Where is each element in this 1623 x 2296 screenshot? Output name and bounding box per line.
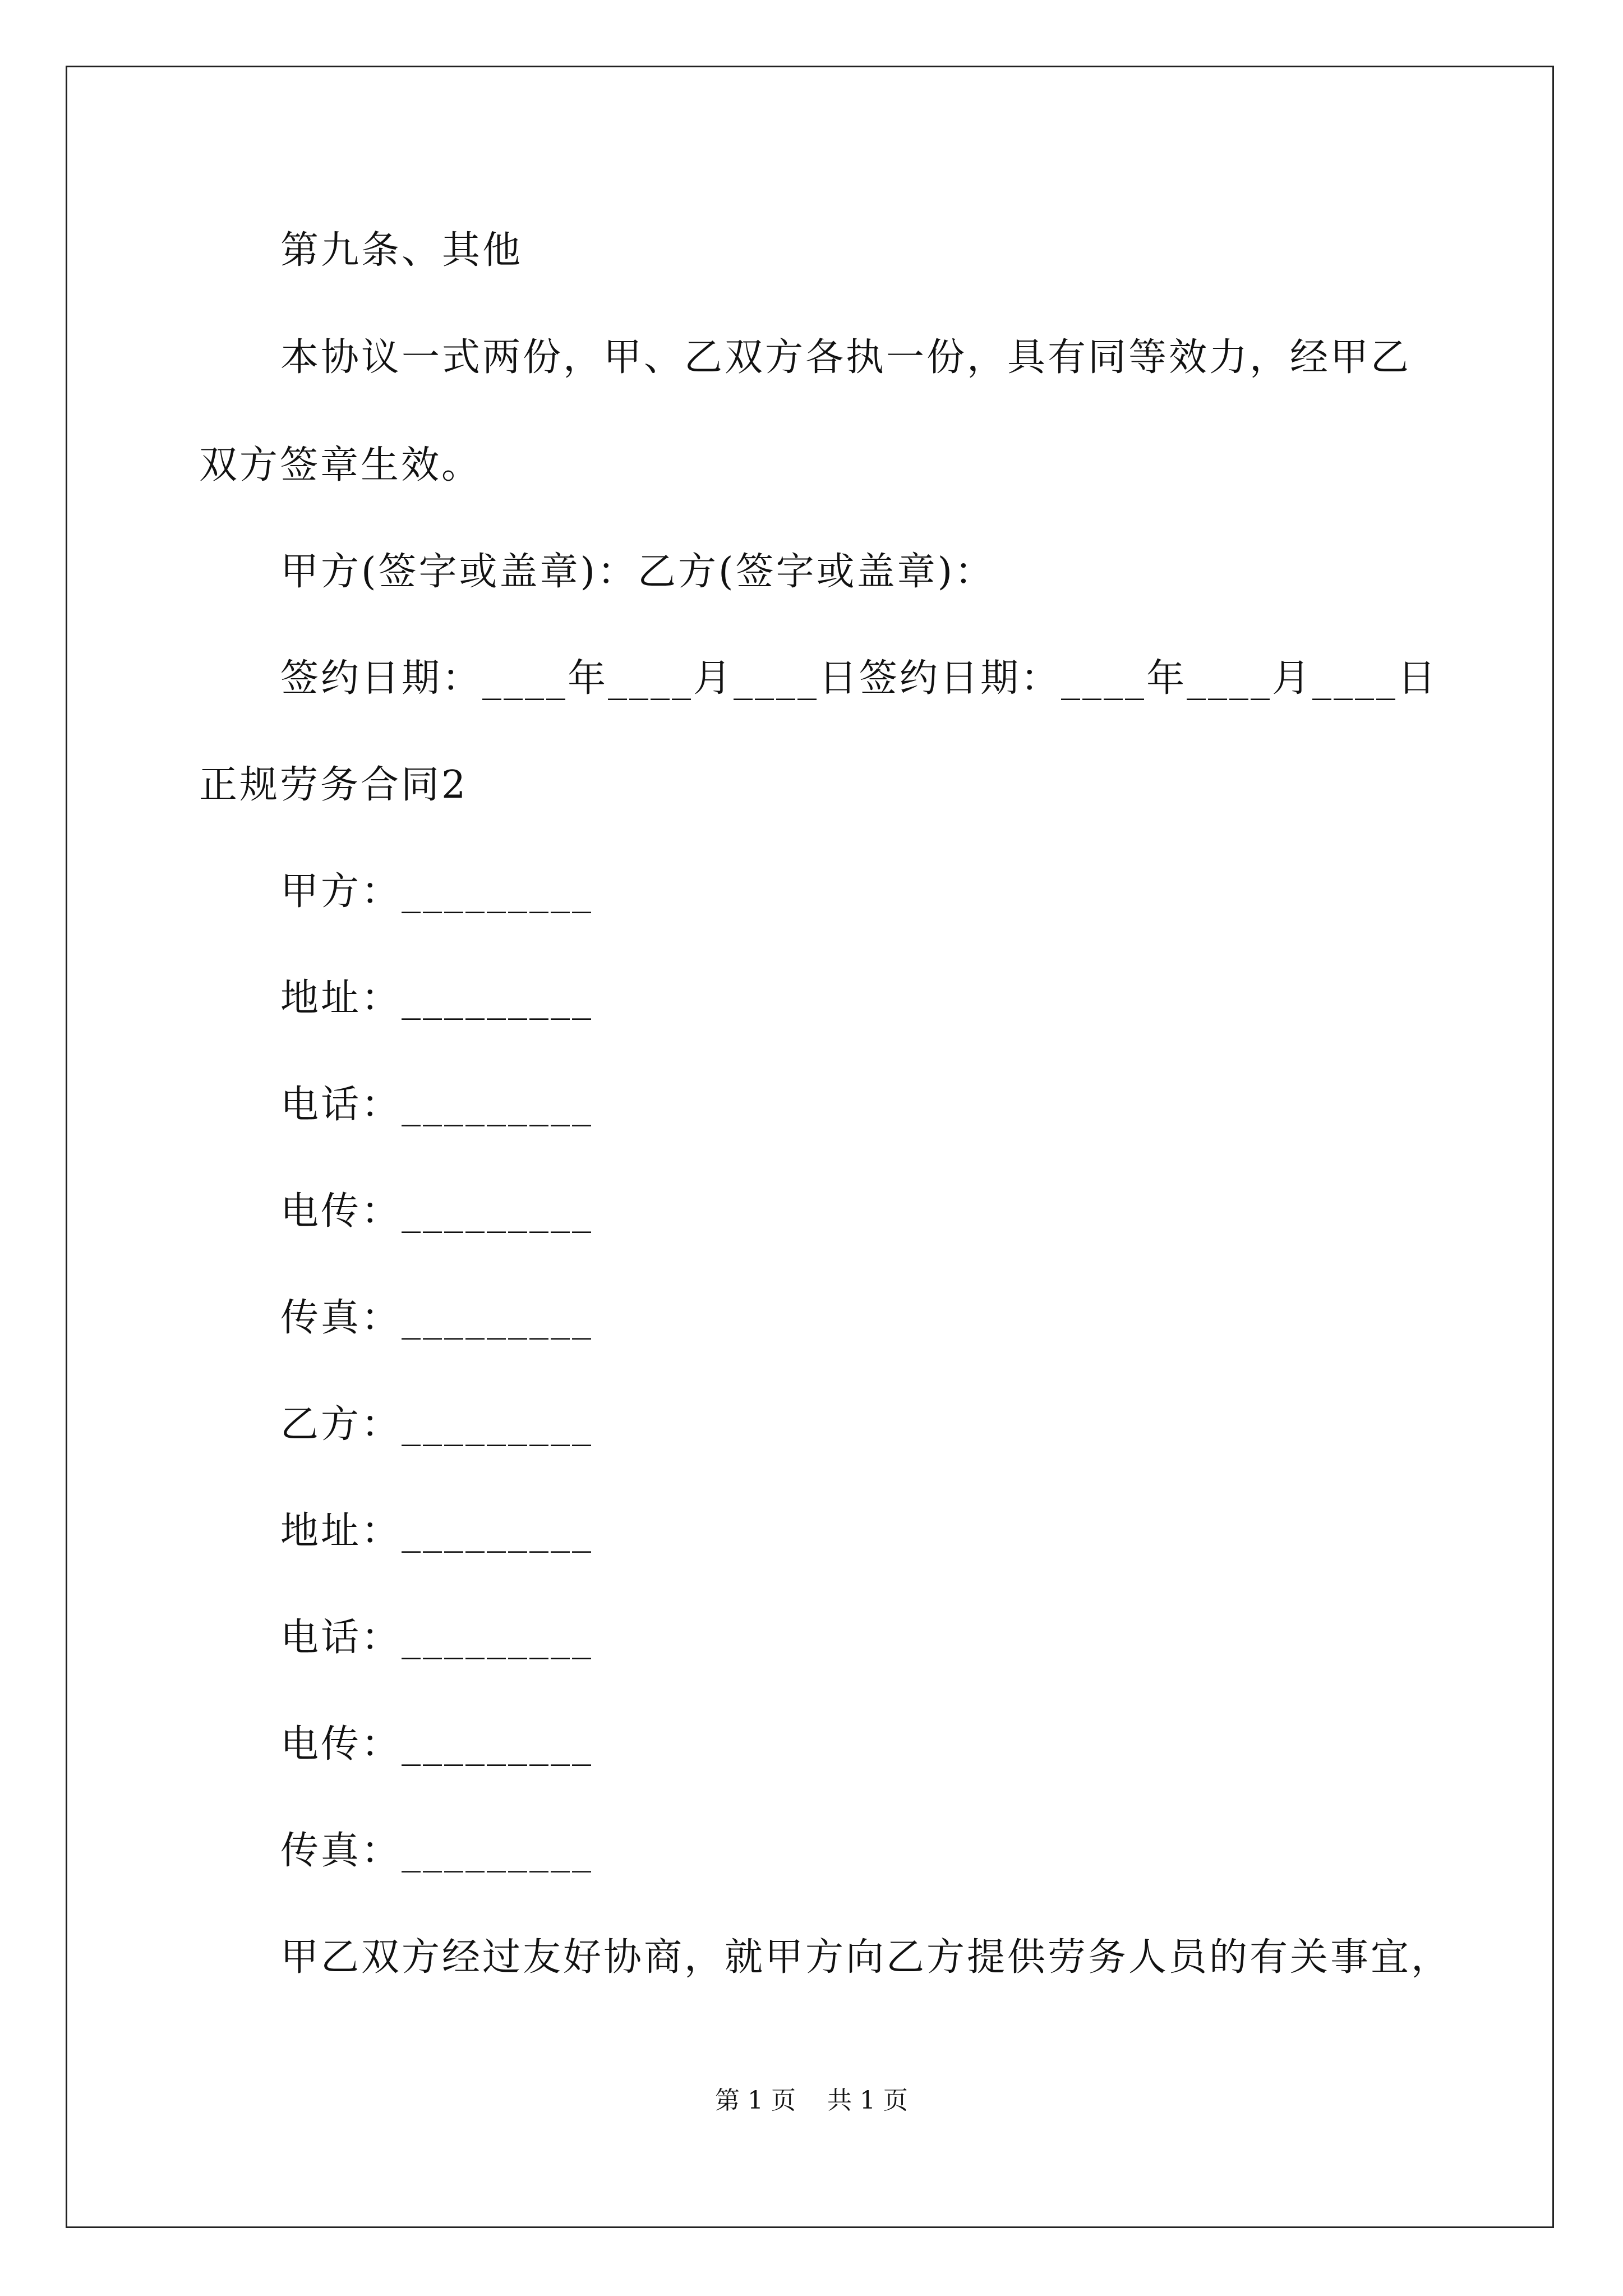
field-phone: 电话：_________ bbox=[280, 1083, 594, 1127]
field-party-b: 乙方：_________ bbox=[280, 1402, 594, 1447]
field-address: 地址：_________ bbox=[280, 976, 594, 1020]
paragraph-line: 本协议一式两份，甲、乙双方各执一份，具有同等效力，经甲乙 bbox=[280, 335, 1412, 380]
field-phone: 电话：_________ bbox=[280, 1616, 594, 1660]
article-heading: 第九条、其他 bbox=[280, 228, 523, 273]
field-telex: 电传：_________ bbox=[280, 1189, 594, 1234]
field-fax: 传真：_________ bbox=[280, 1829, 594, 1873]
page-border bbox=[66, 66, 1554, 2228]
contract-title: 正规劳务合同2 bbox=[199, 763, 468, 807]
field-telex: 电传：_________ bbox=[280, 1722, 594, 1766]
paragraph-line: 双方签章生效。 bbox=[199, 443, 482, 487]
signature-line: 甲方(签字或盖章)：乙方(签字或盖章)： bbox=[280, 550, 995, 594]
field-party-a: 甲方：_________ bbox=[280, 869, 594, 914]
paragraph-line: 甲乙双方经过友好协商，就甲方向乙方提供劳务人员的有关事宜， bbox=[280, 1935, 1452, 1980]
signing-date-line: 签约日期：____年____月____日签约日期：____年____月____日 bbox=[280, 656, 1438, 701]
field-address: 地址：_________ bbox=[280, 1509, 594, 1553]
field-fax: 传真：_________ bbox=[280, 1296, 594, 1340]
page-number-footer: 第 1 页 共 1 页 bbox=[715, 2086, 908, 2115]
